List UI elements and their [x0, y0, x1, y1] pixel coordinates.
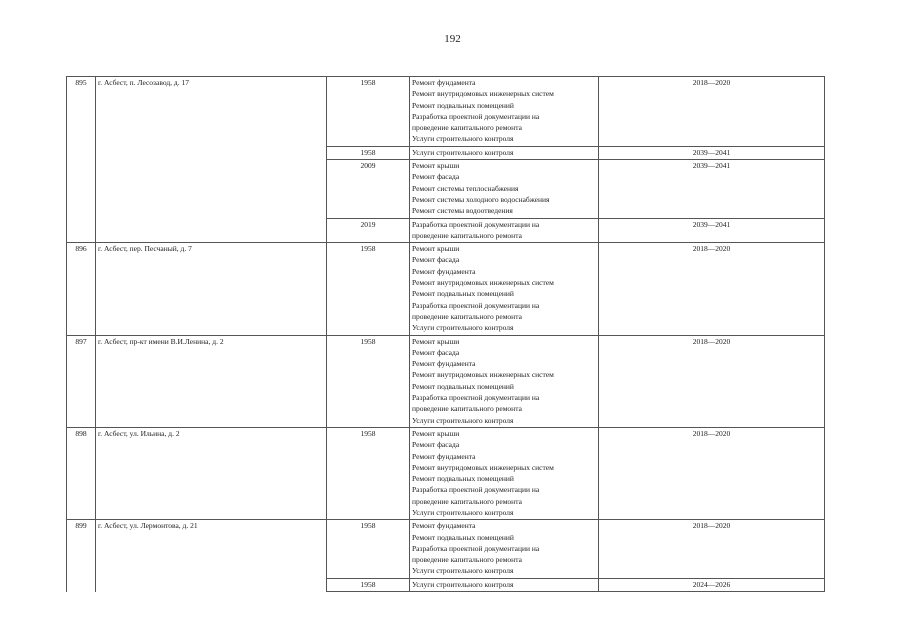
work-type-item: Ремонт внутридомовых инженерных систем	[412, 370, 554, 380]
work-type-item: Ремонт крыши	[412, 428, 460, 438]
work-type-item: Ремонт подвальных помещений	[412, 532, 514, 542]
work-type-item: Разработка проектной документации на	[412, 485, 540, 495]
work-type-item: проведение капитального ремонта	[412, 311, 522, 321]
work-type-item: Разработка проектной документации на	[412, 111, 540, 121]
work-type-item: Ремонт внутридомовых инженерных систем	[412, 89, 554, 99]
work-type-item: Ремонт крыши	[412, 336, 460, 346]
building-number: 898	[67, 427, 96, 519]
table-row	[67, 520, 825, 578]
repair-period: 2039—2041	[599, 160, 825, 218]
work-type-item: Ремонт фундамента	[412, 451, 476, 461]
work-types-cell	[410, 335, 599, 427]
commissioning-year: 1958	[327, 335, 410, 427]
building-number: 897	[67, 335, 96, 427]
work-type-item: Ремонт фундамента	[412, 78, 476, 87]
repair-schedule-table	[66, 76, 825, 592]
repair-schedule-body	[67, 77, 825, 592]
work-type-item: Ремонт фундамента	[412, 521, 476, 531]
work-type-item: проведение капитального ремонта	[412, 496, 522, 506]
building-address: г. Асбест, ул. Лермонтова, д. 21	[96, 520, 327, 592]
work-type-item: Услуги строительного контроля	[412, 415, 514, 425]
repair-period: 2039—2041	[599, 146, 825, 159]
work-type-item: Разработка проектной документации на	[412, 300, 540, 310]
work-type-item: Услуги строительного контроля	[412, 566, 514, 576]
repair-period: 2018—2020	[599, 77, 825, 147]
repair-period: 2018—2020	[599, 427, 825, 519]
building-address: г. Асбест, п. Лесозавод, д. 17	[96, 77, 327, 243]
work-type-item: Услуги строительного контроля	[412, 579, 514, 589]
work-type-item: Ремонт фасада	[412, 255, 460, 265]
work-types-cell	[410, 578, 599, 591]
commissioning-year: 1958	[327, 146, 410, 159]
work-type-item: Разработка проектной документации на	[412, 393, 540, 403]
work-type-item: Ремонт системы теплоснабжения	[412, 183, 519, 193]
table-row	[67, 243, 825, 335]
work-types-cell	[410, 146, 599, 159]
work-type-item: Разработка проектной документации на	[412, 543, 540, 553]
building-number: 895	[67, 77, 96, 243]
work-type-item: Ремонт подвальных помещений	[412, 381, 514, 391]
commissioning-year: 1958	[327, 77, 410, 147]
work-type-item: Ремонт системы холодного водоснабжения	[412, 194, 550, 204]
commissioning-year: 2009	[327, 160, 410, 218]
work-type-item: Ремонт фундамента	[412, 266, 476, 276]
work-types-cell	[410, 243, 599, 335]
work-type-item: проведение капитального ремонта	[412, 404, 522, 414]
work-type-item: Ремонт крыши	[412, 161, 460, 171]
work-types-cell	[410, 427, 599, 519]
repair-period: 2018—2020	[599, 243, 825, 335]
work-type-item: Разработка проектной документации на	[412, 219, 540, 229]
building-address: г. Асбест, ул. Ильина, д. 2	[96, 427, 327, 519]
repair-period: 2039—2041	[599, 218, 825, 243]
work-type-item: проведение капитального ремонта	[412, 555, 522, 565]
work-type-item: Ремонт внутридомовых инженерных систем	[412, 278, 554, 288]
work-type-item: Ремонт фундамента	[412, 359, 476, 369]
work-type-item: Услуги строительного контроля	[412, 323, 514, 333]
building-address: г. Асбест, пер. Песчаный, д. 7	[96, 243, 327, 335]
building-address: г. Асбест, пр-кт имени В.И.Ленина, д. 2	[96, 335, 327, 427]
work-type-item: Ремонт подвальных помещений	[412, 474, 514, 484]
work-type-item: Ремонт внутридомовых инженерных систем	[412, 462, 554, 472]
work-type-item: проведение капитального ремонта	[412, 123, 522, 133]
work-type-item: Услуги строительного контроля	[412, 147, 514, 157]
commissioning-year: 2019	[327, 218, 410, 243]
table-row	[67, 335, 825, 427]
work-type-item: Ремонт фасада	[412, 347, 460, 357]
work-types-cell	[410, 218, 599, 243]
repair-period: 2018—2020	[599, 335, 825, 427]
work-type-item: Ремонт крыши	[412, 244, 460, 254]
work-type-item: Ремонт системы водоотведения	[412, 206, 513, 216]
work-type-item: Ремонт фасада	[412, 172, 460, 182]
table-row	[67, 427, 825, 519]
commissioning-year: 1958	[327, 243, 410, 335]
work-type-item: проведение капитального ремонта	[412, 230, 522, 240]
work-type-item: Услуги строительного контроля	[412, 507, 514, 517]
commissioning-year: 1958	[327, 578, 410, 591]
building-number: 899	[67, 520, 96, 592]
repair-period: 2018—2020	[599, 520, 825, 578]
commissioning-year: 1958	[327, 427, 410, 519]
work-type-item: Услуги строительного контроля	[412, 134, 514, 144]
work-types-cell	[410, 77, 599, 147]
work-types-cell	[410, 160, 599, 218]
repair-period: 2024—2026	[599, 578, 825, 591]
table-row	[67, 77, 825, 147]
work-type-item: Ремонт подвальных помещений	[412, 289, 514, 299]
page-number: 192	[444, 33, 461, 45]
work-type-item: Ремонт подвальных помещений	[412, 100, 514, 110]
commissioning-year: 1958	[327, 520, 410, 578]
work-types-cell	[410, 520, 599, 578]
work-type-item: Ремонт фасада	[412, 440, 460, 450]
building-number: 896	[67, 243, 96, 335]
